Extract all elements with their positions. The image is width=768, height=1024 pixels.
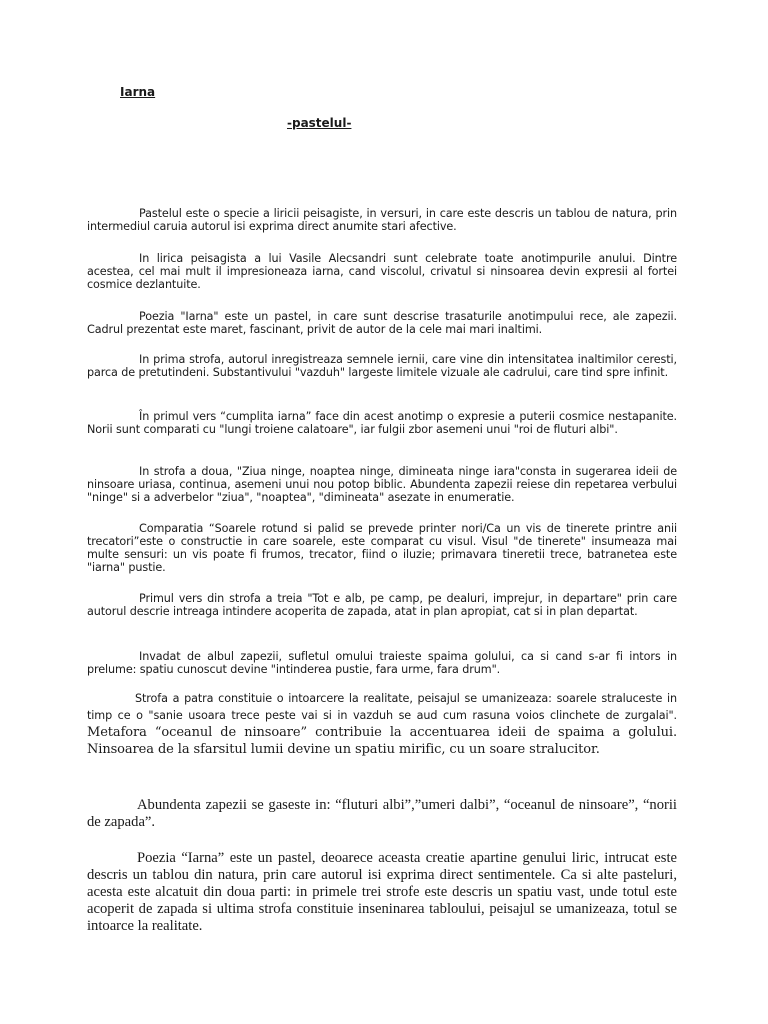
paragraph-11: Abundenta zapezii se gaseste in: “fluturi albi”,”umeri dalbi”, “oceanul de ninsoare”, “norii de zapada”.: [87, 797, 677, 830]
paragraph-3: Poezia "Iarna" este un pastel, in care sunt descrise trasaturile anotimpului rece, ale zapezii. Cadrul prezentat este maret, fascinant, privit de autor de la cele mai mari inaltimi.: [87, 310, 677, 336]
paragraph-2: In lirica peisagista a lui Vasile Alecsandri sunt celebrate toate anotimpurile anului. Dintre acestea, cel mai mult il impresioneaza iarna, cand viscolul, crivatul si ninsoarea devin expresii al fortei cosmice dezlantuite.: [87, 252, 677, 291]
paragraph-1: Pastelul este o specie a liricii peisagiste, in versuri, in care este descris un tablou de natura, prin intermediul caruia autorul isi exprima direct anumite stari afective.: [87, 207, 677, 233]
paragraph-8: Primul vers din strofa a treia "Tot e alb, pe camp, pe dealuri, imprejur, in departare" prin care autorul descrie intreaga intindere acoperita de zapada, atat in plan apropiat, cat si in plan departat.: [87, 592, 677, 618]
paragraph-10: [87, 690, 677, 758]
paragraph-10-sans: Strofa a patra constituie o intoarcere la realitate, peisajul se umanizeaza: soarele straluceste in timp ce o "sanie usoara trece peste vai si in vazduh se aud cum rasuna voios clinchete de zurgalai".: [87, 692, 677, 722]
document-title: Iarna: [120, 85, 156, 99]
paragraph-9: Invadat de albul zapezii, sufletul omului traieste spaima golului, ca si cand s-ar fi intors in prelume: spatiu cunoscut devine "intinderea pustie, fara urme, fara drum".: [87, 650, 677, 676]
paragraph-6: In strofa a doua, "Ziua ninge, noaptea ninge, dimineata ninge iara"consta in sugerarea ideii de ninsoare uriasa, continua, asemeni unui nou potop biblic. Abundenta zapezii reiese din repetarea verbului "ninge" si a adverbelor "ziua", "noaptea", "dimineata" asezate in enumeratie.: [87, 465, 677, 504]
document-subtitle: -pastelul-: [287, 116, 352, 130]
paragraph-7: Comparatia “Soarele rotund si palid se prevede printer nori/Ca un vis de tinerete printre anii trecatori”este o constructie in care soarele, este comparat cu visul. Visul "de tinerete" insumeaza mai multe sensuri: un vis poate fi frumos, trecator, fiind o iluzie; primavara tineretii trece, batranetea este "iarna" pustie.: [87, 522, 677, 574]
paragraph-5: În primul vers “cumplita iarna” face din acest anotimp o expresie a puterii cosmice nestapanite. Norii sunt comparati cu "lungi troiene calatoare", iar fulgii zbor asemeni unui "roi de fluturi albi".: [87, 410, 677, 436]
paragraph-12: Poezia “Iarna” este un pastel, deoarece aceasta creatie apartine genului liric, intrucat este descris un tablou din natura, prin care autorul isi exprima direct sentimentele. Ca si alte pasteluri, acesta este alcatuit din doua parti: in primele trei strofe este descris un spatiu vast, unde totul este acoperit de zapada si ultima strofa constituie inseninarea tabloului, peisajul se umanizeaza, totul se intoarce la realitate.: [87, 850, 677, 934]
paragraph-10-serif: Metafora “oceanul de ninsoare” contribuie la accentuarea ideii de spaima a golului. Ninsoarea de la sfarsitul lumii devine un spatiu mirific, cu un soare stralucitor.: [87, 725, 677, 757]
paragraph-4: In prima strofa, autorul inregistreaza semnele iernii, care vine din intensitatea inaltimilor ceresti, parca de pretutindeni. Substantivului "vazduh" largeste limitele vizuale ale cadrului, care tind spre infinit.: [87, 353, 677, 379]
